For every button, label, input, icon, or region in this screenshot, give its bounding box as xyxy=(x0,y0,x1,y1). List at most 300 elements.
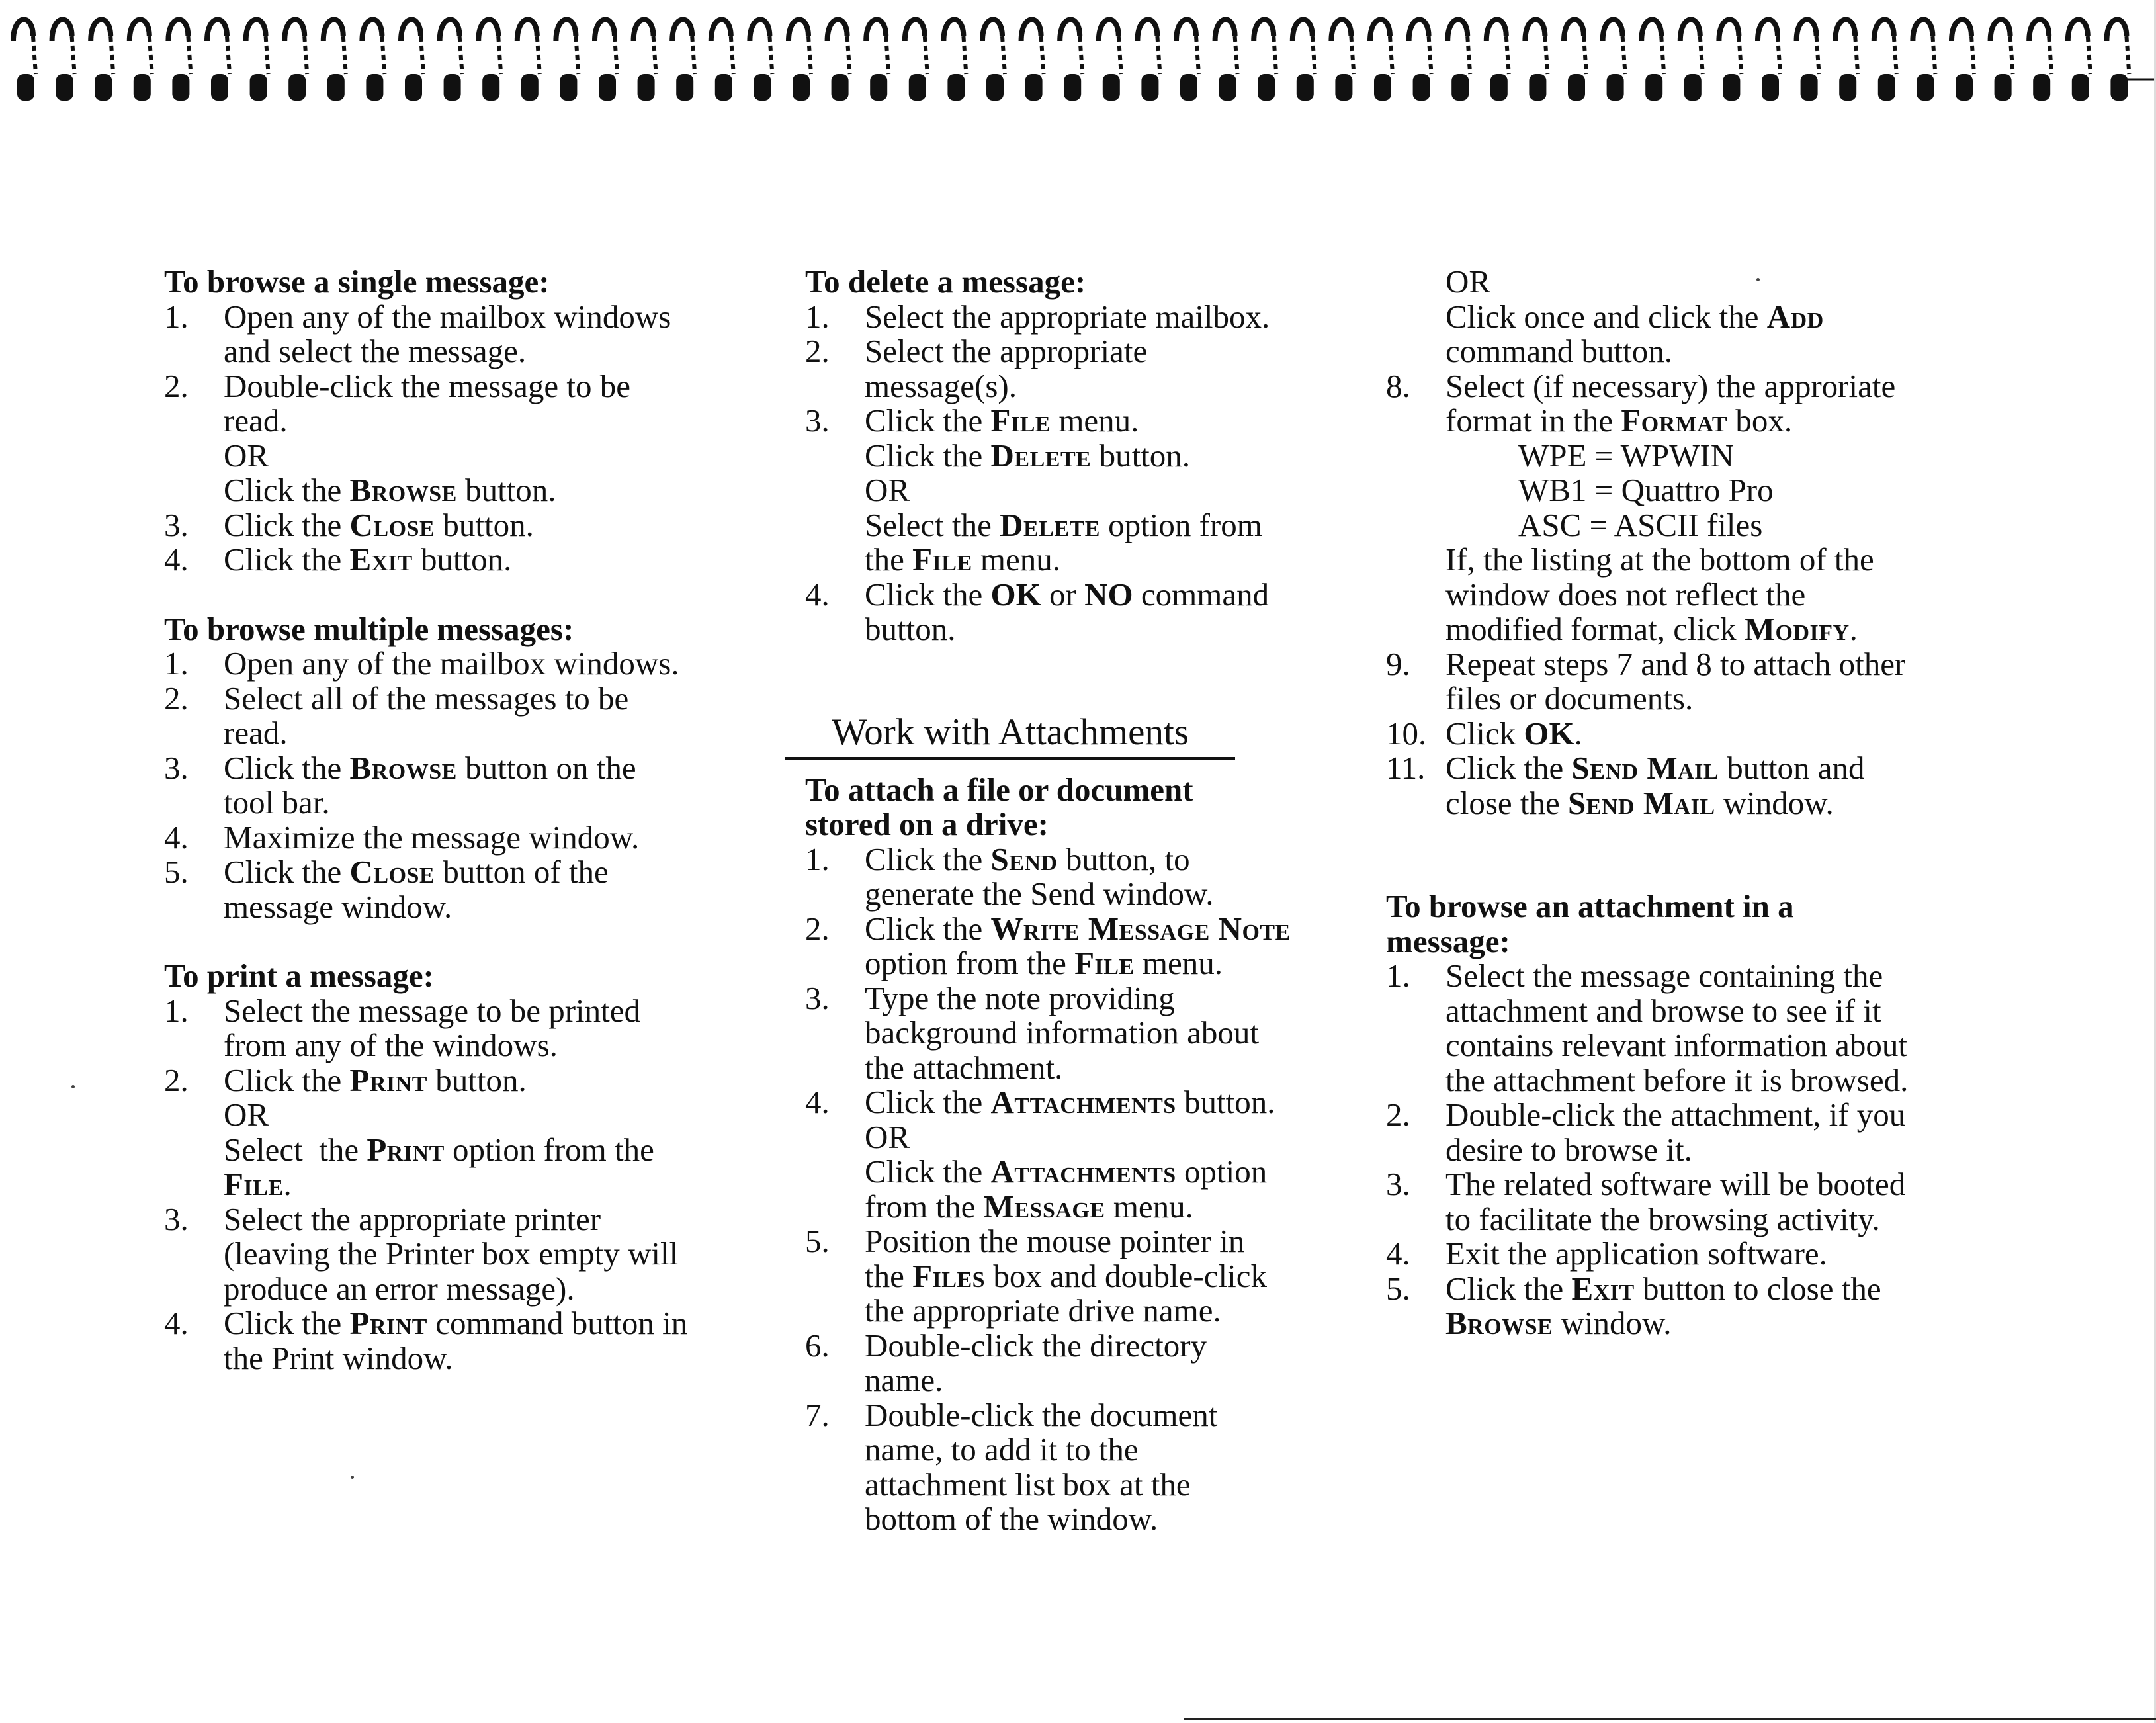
step-text xyxy=(1445,612,1968,647)
step-number: 11. xyxy=(1386,750,1426,786)
step xyxy=(1386,1272,1968,1341)
command-keyword: Files xyxy=(912,1257,986,1294)
section-heading: To browse an attachment in a xyxy=(1386,888,1794,924)
step-text xyxy=(1445,717,1968,752)
binding-loop xyxy=(401,20,423,101)
command-keyword: Exit xyxy=(1571,1270,1635,1307)
binding-loop xyxy=(1758,20,1780,101)
step-list xyxy=(164,300,746,578)
step-text xyxy=(224,751,746,786)
column-3 xyxy=(1386,265,1968,1376)
binding-loop xyxy=(828,20,850,101)
step xyxy=(805,578,1387,647)
step-number: 2. xyxy=(1386,1096,1410,1133)
binding-loop xyxy=(750,20,772,101)
text: button. xyxy=(412,541,512,578)
step xyxy=(805,1398,1387,1537)
step-number: 1. xyxy=(805,298,830,335)
text: Select the xyxy=(865,506,1000,543)
binding-loop xyxy=(1254,20,1276,101)
text: Click the xyxy=(224,472,350,508)
step-number: 5. xyxy=(805,1223,830,1259)
step-text: from any of the windows. xyxy=(224,1027,558,1063)
step xyxy=(805,842,1387,912)
text: close the xyxy=(1445,784,1569,821)
binding-loop xyxy=(13,20,36,101)
step-text: Select the message to be printed xyxy=(224,992,640,1029)
binding-loop xyxy=(556,20,578,101)
text: button to close the xyxy=(1634,1270,1881,1307)
step xyxy=(1386,369,1968,647)
step-number: 4. xyxy=(164,541,189,578)
step-number: 3. xyxy=(1386,1166,1410,1202)
step-text xyxy=(865,1155,1387,1190)
step-number: 2. xyxy=(164,367,189,404)
step-text: If, the listing at the bottom of the xyxy=(1445,541,1874,578)
step-list xyxy=(1386,959,1968,1341)
command-keyword: OK xyxy=(1524,715,1574,752)
text: from the xyxy=(865,1188,984,1225)
binding-loop xyxy=(1293,20,1315,101)
binding-loop xyxy=(595,20,617,101)
step-text xyxy=(865,508,1387,543)
text: Click the xyxy=(1445,750,1572,786)
or-text: OR xyxy=(224,1096,269,1133)
step-text: read. xyxy=(224,402,288,439)
step-text: window does not reflect the xyxy=(1445,576,1806,613)
step xyxy=(1386,1098,1968,1167)
text: . xyxy=(1574,715,1582,752)
text: . xyxy=(1849,611,1858,647)
step-text xyxy=(224,508,746,543)
binding-loop xyxy=(1991,20,2013,101)
text: button of the xyxy=(435,854,609,890)
step-number: 6. xyxy=(805,1327,830,1364)
scan-speck xyxy=(351,1476,354,1479)
step-text xyxy=(865,1259,1387,1294)
step-number: 3. xyxy=(805,979,830,1016)
section-heading: To browse multiple messages: xyxy=(164,610,574,647)
binding-loop xyxy=(2068,20,2091,101)
text: option from xyxy=(1100,506,1262,543)
text: command xyxy=(1133,576,1270,613)
step-number: 4. xyxy=(1386,1235,1410,1272)
step-number: 10. xyxy=(1386,715,1427,752)
binding-loop xyxy=(1447,20,1470,101)
step-number: 4. xyxy=(164,1305,189,1341)
bottom-rule xyxy=(1184,1718,2156,1720)
step xyxy=(164,1306,746,1376)
step-number: 2. xyxy=(805,333,830,369)
step-text: files or documents. xyxy=(1445,680,1694,717)
command-keyword: File xyxy=(912,541,972,578)
block-title: Work with Attachments xyxy=(785,712,1235,760)
text: . xyxy=(283,1166,292,1202)
step-number: 3. xyxy=(164,749,189,786)
step-text: (leaving the Printer box empty will xyxy=(224,1235,679,1272)
command-keyword: Attachments xyxy=(990,1084,1176,1120)
command-keyword: NO xyxy=(1084,576,1133,613)
step-text: Open any of the mailbox windows xyxy=(224,298,671,335)
spiral-binding xyxy=(0,0,2156,112)
text: menu. xyxy=(1051,402,1139,439)
step-text xyxy=(224,1306,746,1341)
step-number: 8. xyxy=(1386,367,1410,404)
text: menu. xyxy=(1105,1188,1193,1225)
binding-loop xyxy=(478,20,501,101)
step xyxy=(1386,751,1968,820)
command-keyword: Exit xyxy=(349,541,413,578)
step xyxy=(805,1224,1387,1329)
binding-loop xyxy=(2106,20,2129,101)
text: Click the xyxy=(224,1061,350,1098)
text: option from the xyxy=(865,945,1075,981)
binding-loop xyxy=(362,20,384,101)
binding-loop xyxy=(284,20,307,101)
text: Click the xyxy=(865,910,991,947)
binding-loop xyxy=(943,20,966,101)
step-number: 1. xyxy=(164,645,189,682)
binding-loop xyxy=(634,20,656,101)
step-text: bottom of the window. xyxy=(865,1501,1158,1537)
command-keyword: Print xyxy=(349,1061,427,1098)
binding-loop xyxy=(323,20,346,101)
command-keyword: Close xyxy=(349,506,435,543)
step xyxy=(805,912,1387,981)
step xyxy=(164,543,746,578)
step xyxy=(164,508,746,543)
text: Click the xyxy=(1445,1270,1572,1307)
command-keyword: File xyxy=(1074,945,1135,981)
format-code: WB1 = Quattro Pro xyxy=(1518,472,1774,508)
step-number: 3. xyxy=(164,1200,189,1237)
binding-loop xyxy=(517,20,540,101)
command-keyword: File xyxy=(224,1166,284,1202)
binding-loop xyxy=(91,20,113,101)
step-text xyxy=(865,578,1387,613)
step-number: 3. xyxy=(805,402,830,439)
binding-loop xyxy=(789,20,811,101)
step-text: background information about xyxy=(865,1014,1260,1051)
step-text: The related software will be booted xyxy=(1445,1166,1906,1202)
step-text: desire to browse it. xyxy=(1445,1131,1692,1168)
text: Click the xyxy=(865,437,991,474)
command-keyword: Send Mail xyxy=(1568,784,1715,821)
text: button. xyxy=(435,506,534,543)
step-text: produce an error message). xyxy=(224,1270,575,1307)
step xyxy=(1386,959,1968,1098)
binding-loop xyxy=(1409,20,1432,101)
step-number: 2. xyxy=(164,680,189,717)
binding-loop xyxy=(1331,20,1354,101)
step-text xyxy=(224,543,746,578)
text: Click the xyxy=(224,541,350,578)
step-number: 2. xyxy=(164,1061,189,1098)
step xyxy=(805,300,1387,335)
step xyxy=(1386,1237,1968,1272)
step-text: Repeat steps 7 and 8 to attach other xyxy=(1445,645,1906,682)
command-keyword: Delete xyxy=(1000,506,1100,543)
step-text: Select the appropriate mailbox. xyxy=(865,298,1270,335)
column-1 xyxy=(164,265,746,1410)
section-browse-multiple xyxy=(164,612,746,925)
binding-loop xyxy=(1525,20,1547,101)
step-text: the appropriate drive name. xyxy=(865,1292,1221,1329)
text: format in the xyxy=(1445,402,1621,439)
step xyxy=(1386,1167,1968,1237)
text: window. xyxy=(1715,784,1834,821)
step-text xyxy=(865,912,1387,947)
step-text xyxy=(865,946,1387,981)
or-text: OR xyxy=(865,472,910,508)
step xyxy=(805,334,1387,404)
command-keyword: Send Mail xyxy=(1571,750,1719,786)
binding-loop xyxy=(1215,20,1238,101)
step-text xyxy=(1445,751,1968,786)
step-text: Double-click the document xyxy=(865,1396,1218,1433)
step-number: 1. xyxy=(805,840,830,877)
binding-loop xyxy=(1176,20,1199,101)
binding-loop xyxy=(1021,20,1044,101)
step xyxy=(164,855,746,924)
step xyxy=(164,751,746,820)
command-keyword: Close xyxy=(349,854,435,890)
binding-loop xyxy=(1797,20,1819,101)
command-keyword: Print xyxy=(367,1131,445,1168)
step-text: Double-click the attachment, if you xyxy=(1445,1096,1906,1133)
step-number: 3. xyxy=(164,506,189,543)
section-heading: To browse a single message: xyxy=(164,263,550,300)
step-text: the attachment. xyxy=(865,1049,1063,1086)
binding-loop xyxy=(1137,20,1160,101)
text: button. xyxy=(427,1061,527,1098)
section-heading: To delete a message: xyxy=(805,263,1086,300)
step xyxy=(805,404,1387,578)
step xyxy=(1386,647,1968,717)
section-delete xyxy=(805,265,1387,647)
section-heading: stored on a drive: xyxy=(805,806,1049,842)
step-text xyxy=(224,1063,746,1098)
column-2 xyxy=(805,265,1387,1571)
step-number: 4. xyxy=(805,576,830,613)
binding-loop xyxy=(1835,20,1858,101)
command-keyword: Add xyxy=(1766,298,1824,335)
step-list xyxy=(1386,369,1968,821)
step-text: Maximize the message window. xyxy=(224,818,640,856)
text: Click the xyxy=(224,854,350,890)
step-number: 1. xyxy=(164,298,189,335)
section-attach xyxy=(805,773,1387,1537)
step-text xyxy=(224,1167,746,1202)
step-text xyxy=(865,842,1387,877)
step xyxy=(1386,717,1968,752)
text: menu. xyxy=(972,541,1061,578)
scan-speck xyxy=(71,1085,75,1088)
step-text xyxy=(1445,404,1968,439)
attachments-title-wrap xyxy=(805,687,1387,773)
step-text xyxy=(865,404,1387,439)
step xyxy=(164,1202,746,1307)
binding-loop xyxy=(905,20,927,101)
or-text: OR xyxy=(224,437,269,474)
step-text: Exit the application software. xyxy=(1445,1235,1827,1272)
step-text: the attachment before it is browsed. xyxy=(1445,1061,1909,1098)
binding-loop xyxy=(207,20,230,101)
binding-loop xyxy=(1874,20,1897,101)
step-text: the Print window. xyxy=(224,1339,453,1376)
binding-loop xyxy=(440,20,462,101)
text: Select the xyxy=(224,1131,367,1168)
text: option xyxy=(1176,1153,1268,1190)
step-list xyxy=(164,646,746,924)
section-heading: To print a message: xyxy=(164,957,434,994)
section-heading: To attach a file or document xyxy=(805,771,1193,808)
step xyxy=(805,1085,1387,1224)
command-keyword: Print xyxy=(349,1305,427,1341)
section-browse-single xyxy=(164,265,746,578)
text: the xyxy=(865,1257,913,1294)
step-list xyxy=(805,842,1387,1537)
command-keyword: Browse xyxy=(349,749,457,786)
step-text: generate the Send window. xyxy=(865,875,1214,912)
text: menu. xyxy=(1134,945,1223,981)
step xyxy=(164,994,746,1063)
binding-loop xyxy=(1370,20,1393,101)
step-text xyxy=(1445,786,1968,821)
format-code: WPE = WPWIN xyxy=(1518,437,1735,474)
binding-loop xyxy=(1952,20,1974,101)
text: box and double-click xyxy=(985,1257,1267,1294)
step xyxy=(164,646,746,682)
binding-loop xyxy=(1060,20,1082,101)
step-text xyxy=(1445,300,1968,335)
step-number: 5. xyxy=(1386,1270,1410,1307)
text: Click once and click the xyxy=(1445,298,1767,335)
binding-loop xyxy=(982,20,1005,101)
binding-loop xyxy=(246,20,269,101)
text: the xyxy=(865,541,913,578)
binding-loop xyxy=(1719,20,1741,101)
command-keyword: Attachments xyxy=(990,1153,1176,1190)
step-text: contains relevant information about xyxy=(1445,1027,1908,1063)
command-keyword: Modify xyxy=(1744,611,1850,647)
binding-loop xyxy=(1680,20,1703,101)
step-text: Position the mouse pointer in xyxy=(865,1223,1245,1259)
step-text xyxy=(865,1190,1387,1225)
step-text: Select (if necessary) the approriate xyxy=(1445,367,1896,404)
step xyxy=(805,1329,1387,1398)
text: button and xyxy=(1719,750,1865,786)
step-text xyxy=(1445,1272,1968,1307)
text: button. xyxy=(1176,1084,1275,1120)
text: Click the xyxy=(865,1084,991,1120)
step-text: message(s). xyxy=(865,367,1017,404)
binding-loop xyxy=(866,20,888,101)
command-keyword: File xyxy=(990,402,1051,439)
text: Click the xyxy=(224,749,350,786)
step-list xyxy=(805,300,1387,647)
command-keyword: Write Message Note xyxy=(990,910,1291,947)
step-number: 4. xyxy=(805,1084,830,1120)
step-text: to facilitate the browsing activity. xyxy=(1445,1200,1880,1237)
step-text xyxy=(865,1085,1387,1120)
format-code: ASC = ASCII files xyxy=(1518,506,1763,543)
binding-loop xyxy=(711,20,734,101)
step-text: read. xyxy=(224,715,288,751)
step xyxy=(164,1063,746,1202)
step xyxy=(164,369,746,508)
step-text: tool bar. xyxy=(224,784,330,820)
text: modified format, click xyxy=(1445,611,1745,647)
binding-loop xyxy=(2029,20,2051,101)
step-text xyxy=(1445,1306,1968,1341)
text: button. xyxy=(1091,437,1191,474)
step-text xyxy=(224,855,746,890)
step-text: Double-click the directory xyxy=(865,1327,1207,1364)
binding-loop xyxy=(1913,20,1935,101)
text: Click the xyxy=(865,576,991,613)
step xyxy=(805,981,1387,1086)
step xyxy=(164,300,746,369)
or-text: OR xyxy=(865,1118,910,1155)
text: Click the xyxy=(865,402,991,439)
step-text: Select the appropriate xyxy=(865,333,1148,369)
step-number: 9. xyxy=(1386,645,1410,682)
binding-loop xyxy=(168,20,191,101)
binding-loop xyxy=(1603,20,1625,101)
section-print xyxy=(164,959,746,1376)
command-keyword: Browse xyxy=(1445,1305,1553,1341)
step-number: 7. xyxy=(805,1396,830,1433)
binding-loop xyxy=(1099,20,1121,101)
command-keyword: Send xyxy=(990,840,1058,877)
step-text: name. xyxy=(865,1362,943,1398)
step-text: Open any of the mailbox windows. xyxy=(224,645,679,682)
or-text: OR xyxy=(1445,263,1491,300)
step-text: Double-click the message to be xyxy=(224,367,631,404)
text: Click xyxy=(1445,715,1524,752)
command-keyword: Format xyxy=(1621,402,1728,439)
text: Click the xyxy=(865,1153,991,1190)
text: option from the xyxy=(444,1131,654,1168)
text: button. xyxy=(456,472,556,508)
command-keyword: Browse xyxy=(349,472,457,508)
step-text: button. xyxy=(865,611,956,647)
step-text: Select the message containing the xyxy=(1445,957,1883,994)
step-number: 2. xyxy=(805,910,830,947)
step-text: attachment and browse to see if it xyxy=(1445,992,1881,1029)
step-text: Select the appropriate printer xyxy=(224,1200,601,1237)
command-keyword: Message xyxy=(983,1188,1105,1225)
text: button on the xyxy=(456,749,636,786)
step-number: 4. xyxy=(164,818,189,856)
binding-loop xyxy=(52,20,75,101)
step-number: 5. xyxy=(164,854,189,890)
step-text xyxy=(224,473,746,508)
text: Click the xyxy=(224,506,350,543)
command-keyword: OK xyxy=(990,576,1041,613)
text: or xyxy=(1041,576,1085,613)
step-text: Type the note providing xyxy=(865,979,1175,1016)
binding-loop xyxy=(1564,20,1586,101)
step-text: command button. xyxy=(1445,333,1672,369)
step xyxy=(164,820,746,856)
binding-loop xyxy=(130,20,152,101)
step-text: Select all of the messages to be xyxy=(224,680,629,717)
binding-loop xyxy=(1641,20,1664,101)
scan-speck xyxy=(1756,278,1760,281)
text: Click the xyxy=(224,1305,350,1341)
